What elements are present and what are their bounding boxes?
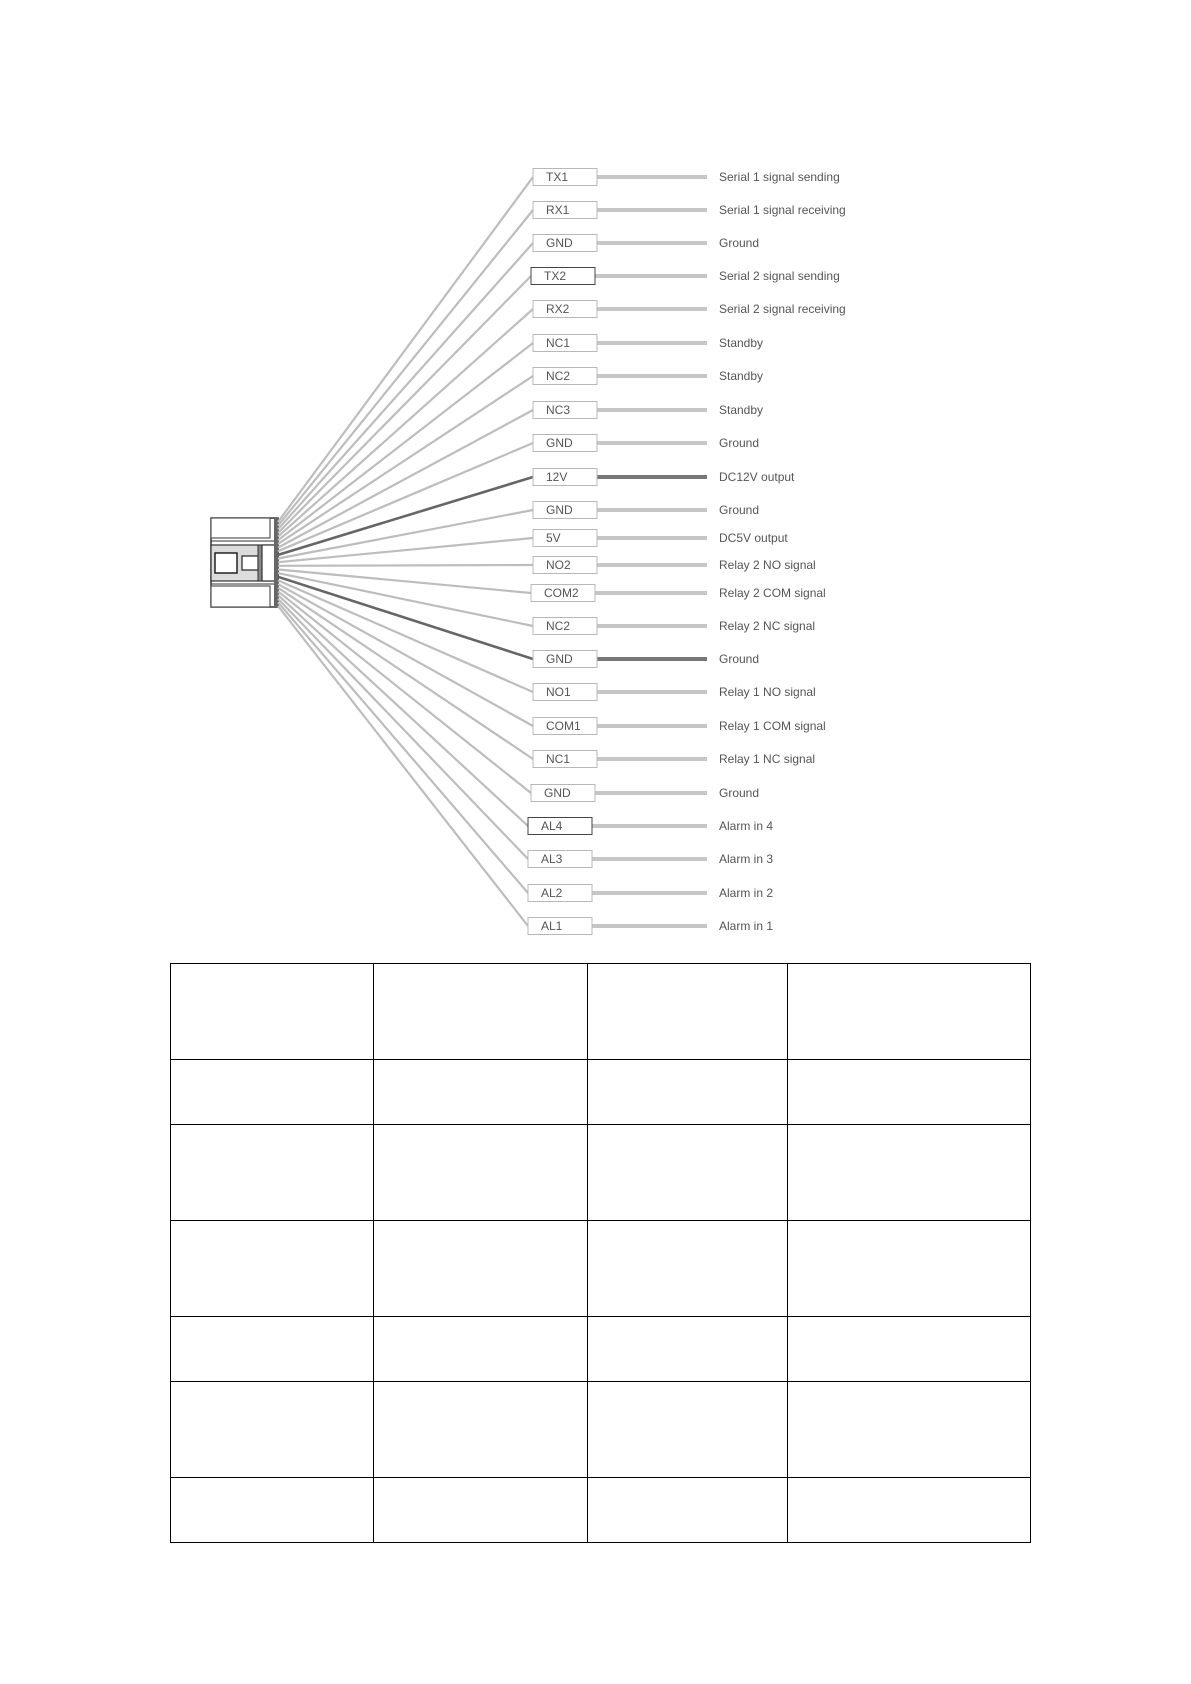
wire [278,599,528,859]
wire [278,591,531,793]
pin-code: TX2 [544,269,567,283]
pin-code: 5V [546,531,561,545]
table-cell [374,1317,588,1382]
table-cell [788,1125,1031,1221]
pin-code: AL4 [541,819,563,833]
table-cell [788,1221,1031,1317]
pin-code: RX1 [546,203,570,217]
wire [278,343,533,540]
pin-table [170,963,1031,1543]
table-row [171,1317,1031,1382]
table-cell [588,1317,788,1382]
wire [278,243,533,529]
pin-code: NC2 [546,369,571,383]
pin-code: NO1 [546,685,571,699]
table-cell [588,1060,788,1125]
table-cell [374,1060,588,1125]
pin-label-box [533,530,597,547]
pin-description: Relay 1 NO signal [719,685,816,699]
pin-code: GND [546,436,573,450]
table-row [171,1478,1031,1543]
pin-description: Relay 2 NC signal [719,619,816,633]
wire [278,595,528,826]
pin-description: Relay 1 COM signal [719,719,826,733]
pin-description: Relay 2 NO signal [719,558,816,572]
pin-description: Standby [719,403,764,417]
pin-description: Alarm in 2 [719,886,774,900]
table-cell [171,1382,374,1478]
pin-code: NO2 [546,558,571,572]
table-row [171,964,1031,1060]
pin-code: AL2 [541,886,563,900]
pin-description: Ground [719,503,760,517]
wire [278,177,533,522]
table-row [171,1221,1031,1317]
pin-code: TX1 [546,170,569,184]
pin-description: DC5V output [719,531,788,545]
table-cell [171,1125,374,1221]
wire [278,565,533,566]
pin-code: GND [546,503,573,517]
table-cell [788,1317,1031,1382]
wire [278,477,533,555]
pin-description: Serial 1 signal sending [719,170,840,184]
pin-code: NC2 [546,619,571,633]
pin-description: Serial 2 signal sending [719,269,840,283]
wire [278,309,533,537]
pin-description: Alarm in 1 [719,919,774,933]
table-cell [374,1382,588,1478]
pin-description: Ground [719,436,760,450]
pin-code: 12V [546,470,568,484]
pin-description: Standby [719,336,764,350]
wire [278,276,531,533]
pin-description: Standby [719,369,764,383]
pin-description: Relay 2 COM signal [719,586,826,600]
wire [278,538,533,562]
wire [278,580,533,692]
pin-description: DC12V output [719,470,795,484]
table-cell [588,1478,788,1543]
table-cell [788,1478,1031,1543]
table-cell [171,1221,374,1317]
pin-description: Ground [719,236,760,250]
pin-description: Serial 2 signal receiving [719,302,846,316]
table-cell [588,1382,788,1478]
table-row [171,1382,1031,1478]
pin-code: GND [546,236,573,250]
pin-code: AL1 [541,919,563,933]
table-cell [171,1060,374,1125]
pin-code: COM2 [544,586,579,600]
wire [278,588,533,759]
table-cell [588,1221,788,1317]
table-cell [788,1382,1031,1478]
pin-code: COM1 [546,719,581,733]
pin-code: NC1 [546,752,571,766]
pin-description: Serial 1 signal receiving [719,203,846,217]
pin-code: AL3 [541,852,563,866]
pin-code: RX2 [546,302,570,316]
pin-code: GND [544,786,571,800]
pin-description: Ground [719,786,760,800]
table-cell [374,1125,588,1221]
table-cell [374,1478,588,1543]
table-cell [588,964,788,1060]
table-row [171,1125,1031,1221]
pin-description: Relay 1 NC signal [719,752,816,766]
connector-plug-icon [211,518,278,607]
pin-code: GND [546,652,573,666]
table-cell [374,1221,588,1317]
pin-description: Ground [719,652,760,666]
table-cell [374,964,588,1060]
pin-code: NC1 [546,336,571,350]
pin-code: NC3 [546,403,571,417]
pin-description: Alarm in 4 [719,819,774,833]
table-cell [171,1317,374,1382]
table-cell [588,1125,788,1221]
table-cell [788,964,1031,1060]
table-cell [171,1478,374,1543]
table-cell [788,1060,1031,1125]
pin-description: Alarm in 3 [719,852,774,866]
table-cell [171,964,374,1060]
table-row [171,1060,1031,1125]
